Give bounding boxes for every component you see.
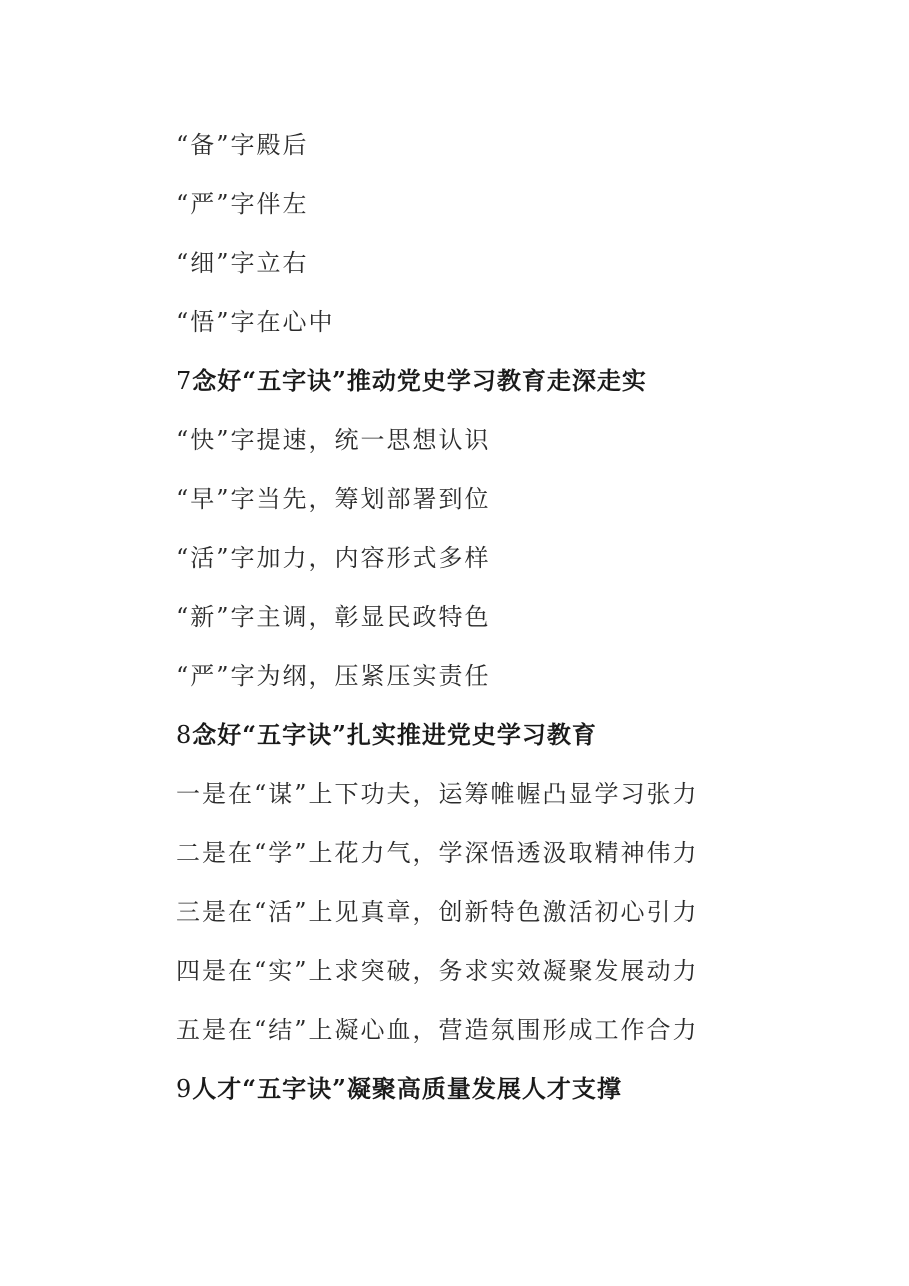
list-item: “悟”字在心中 bbox=[176, 308, 335, 336]
list-item: 五是在“结”上凝心血，营造氛围形成工作合力 bbox=[176, 1016, 699, 1044]
section-title: 人才“五字诀”凝聚高质量发展人才支撑 bbox=[192, 1074, 622, 1103]
section-number: 8 bbox=[176, 721, 193, 749]
list-item: “细”字立右 bbox=[176, 249, 309, 277]
list-item: “备”字殿后 bbox=[176, 131, 309, 159]
section-title: 念好“五字诀”推动党史学习教育走深走实 bbox=[192, 366, 647, 395]
list-item: “新”字主调，彰显民政特色 bbox=[176, 603, 491, 631]
list-item: “活”字加力，内容形式多样 bbox=[176, 544, 491, 572]
list-item: “快”字提速，统一思想认识 bbox=[176, 426, 491, 454]
section-heading-7 bbox=[176, 366, 647, 396]
list-item: 四是在“实”上求突破，务求实效凝聚发展动力 bbox=[176, 957, 699, 985]
list-item: 一是在“谋”上下功夫，运筹帷幄凸显学习张力 bbox=[176, 780, 699, 808]
list-item: 三是在“活”上见真章，创新特色激活初心引力 bbox=[176, 898, 699, 926]
list-item: “严”字为纲，压紧压实责任 bbox=[176, 662, 491, 690]
section-title: 念好“五字诀”扎实推进党史学习教育 bbox=[192, 720, 597, 749]
section-heading-8 bbox=[176, 720, 597, 750]
list-item: “严”字伴左 bbox=[176, 190, 309, 218]
list-item: “早”字当先，筹划部署到位 bbox=[176, 485, 491, 513]
section-number: 7 bbox=[176, 367, 193, 395]
section-number: 9 bbox=[176, 1075, 193, 1103]
section-heading-9 bbox=[176, 1074, 622, 1104]
list-item: 二是在“学”上花力气，学深悟透汲取精神伟力 bbox=[176, 839, 699, 867]
